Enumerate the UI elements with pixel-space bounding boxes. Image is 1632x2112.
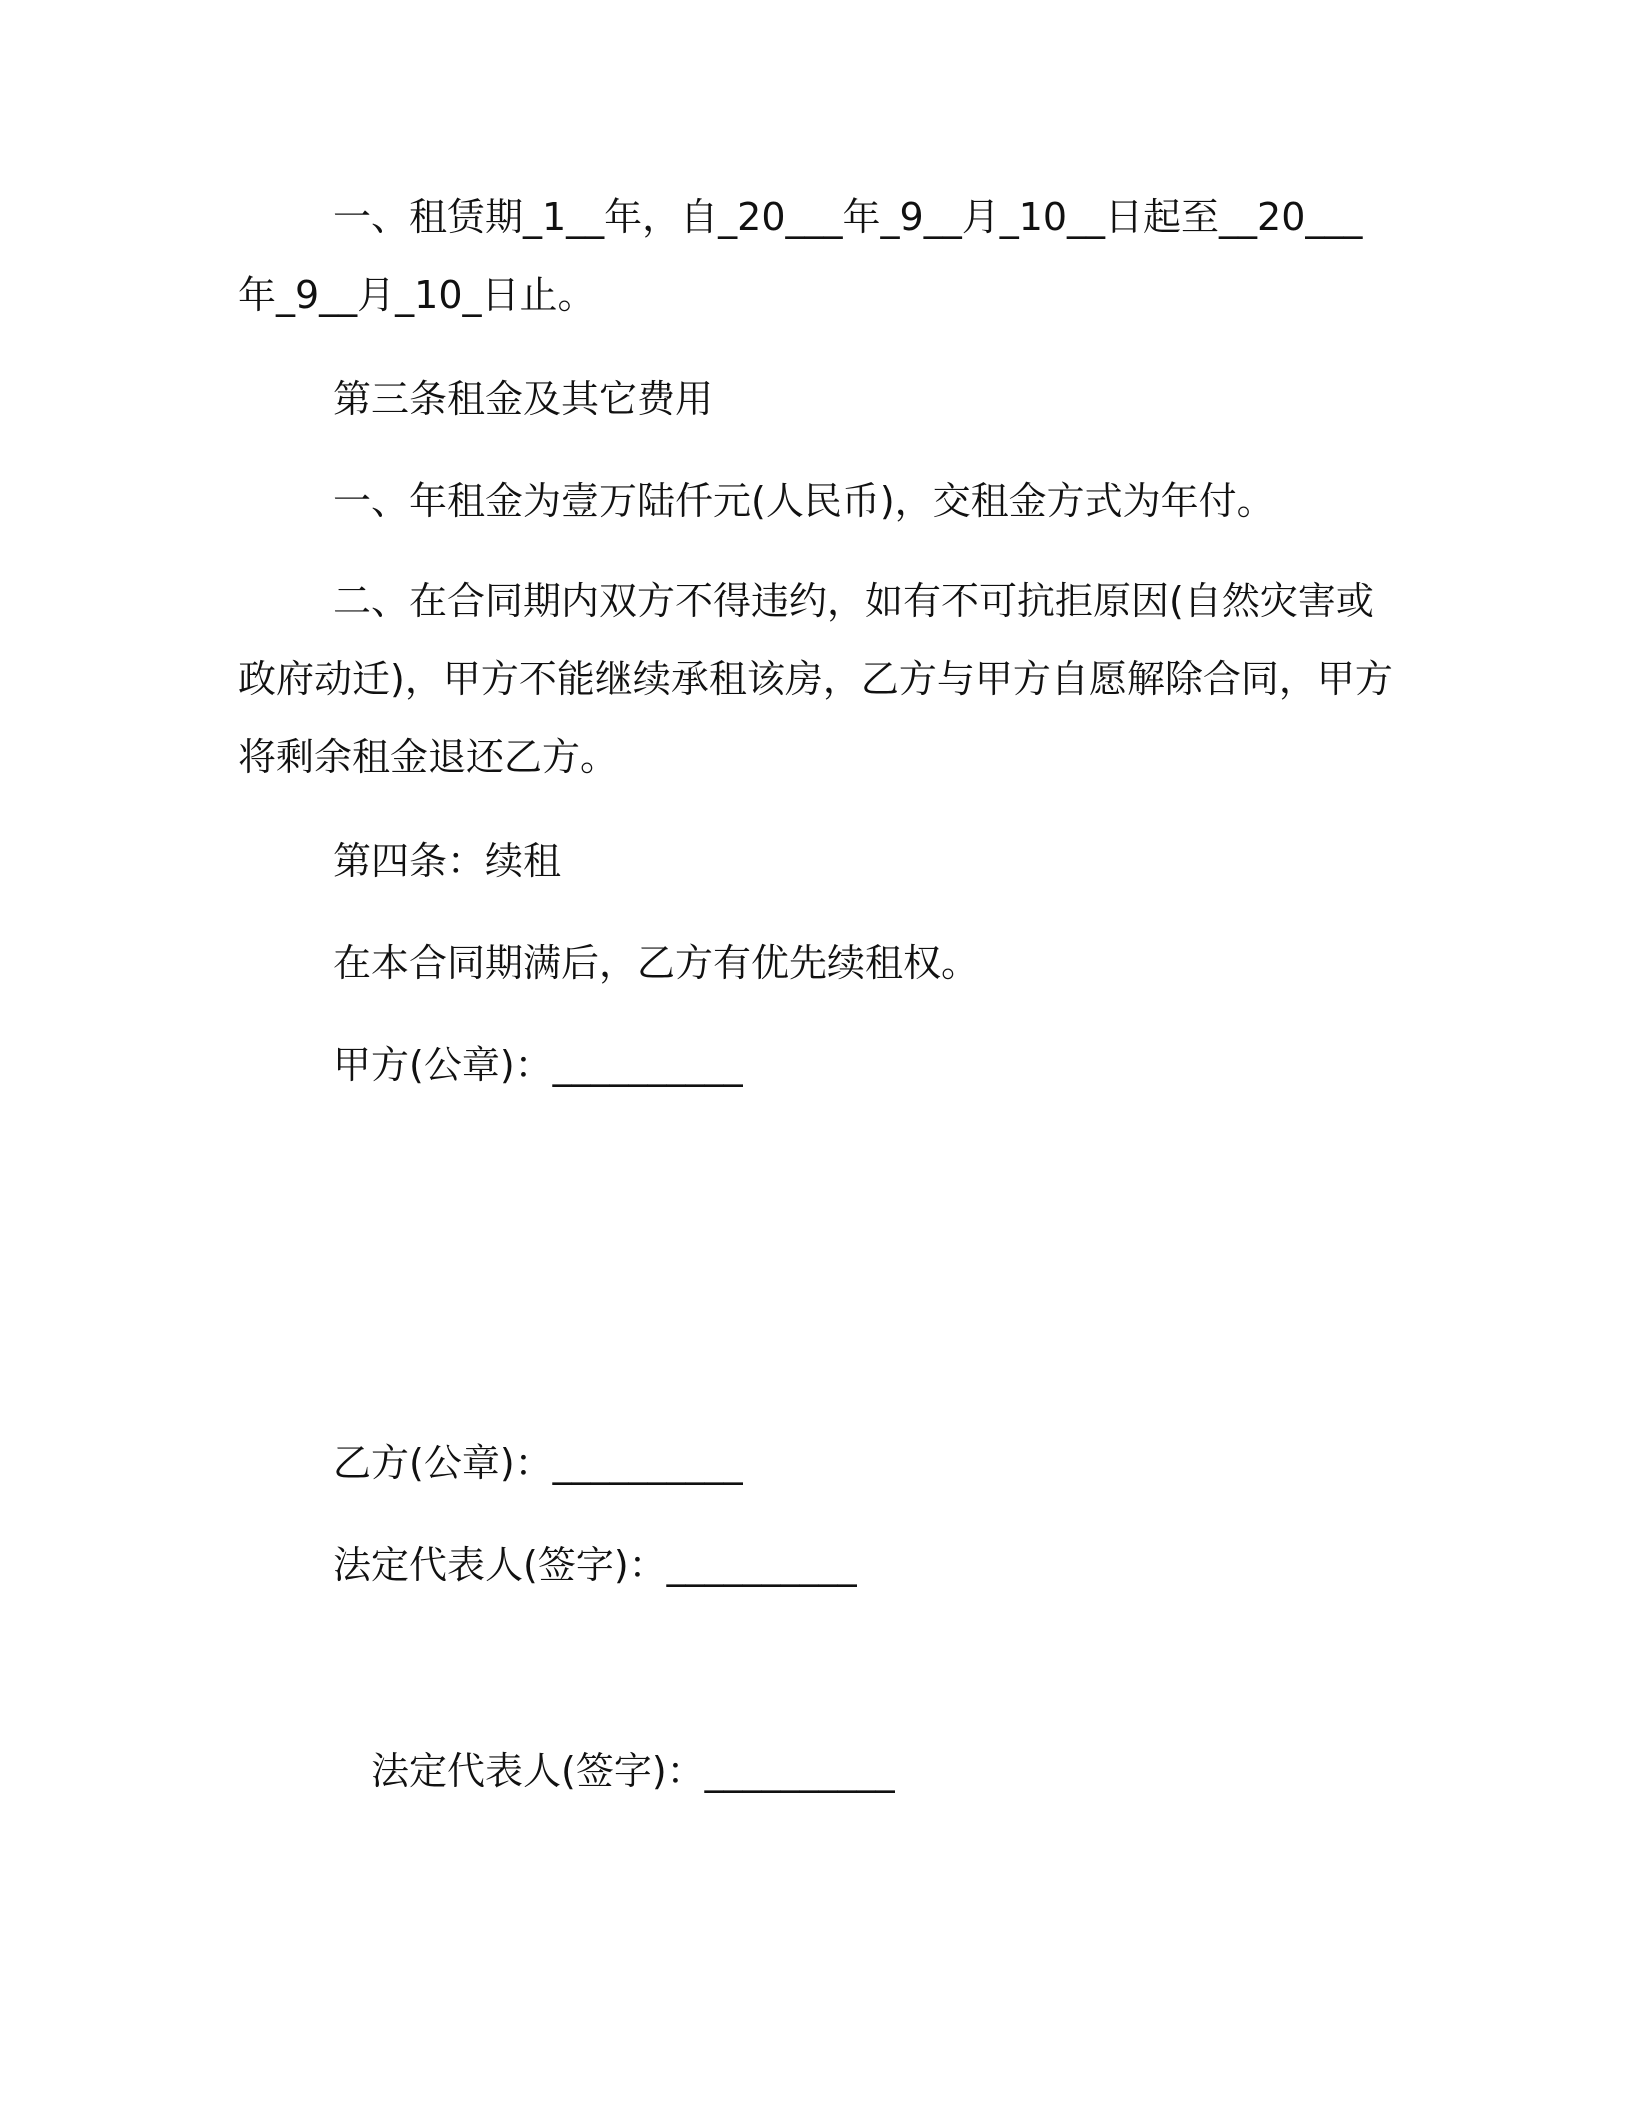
renewal-clause: 在本合同期满后，乙方有优先续租权。 [333, 941, 980, 985]
article-three-heading: 第三条租金及其它费用 [333, 377, 714, 421]
lease-term-end-line: 年_9__月_10_日止。 [238, 273, 596, 317]
party-b-seal-field: 乙方(公章)：__________ [333, 1441, 743, 1485]
breach-clause-line-1: 二、在合同期内双方不得违约，如有不可抗拒原因(自然灾害或 [333, 579, 1374, 623]
breach-clause-line-2: 政府动迁)，甲方不能继续承租该房，乙方与甲方自愿解除合同，甲方 [238, 657, 1393, 701]
annual-rent-clause: 一、年租金为壹万陆仟元(人民币)，交租金方式为年付。 [333, 479, 1275, 523]
breach-clause-line-3: 将剩余租金退还乙方。 [238, 735, 619, 779]
lease-term-line: 一、租赁期_1__年，自_20___年_9__月_10__日起至__20___ [333, 195, 1363, 239]
legal-representative-signature-field-2: 法定代表人(签字)：__________ [371, 1749, 895, 1793]
article-four-heading: 第四条：续租 [333, 839, 562, 883]
party-a-seal-field: 甲方(公章)：__________ [333, 1043, 743, 1087]
legal-representative-signature-field: 法定代表人(签字)：__________ [333, 1543, 857, 1587]
